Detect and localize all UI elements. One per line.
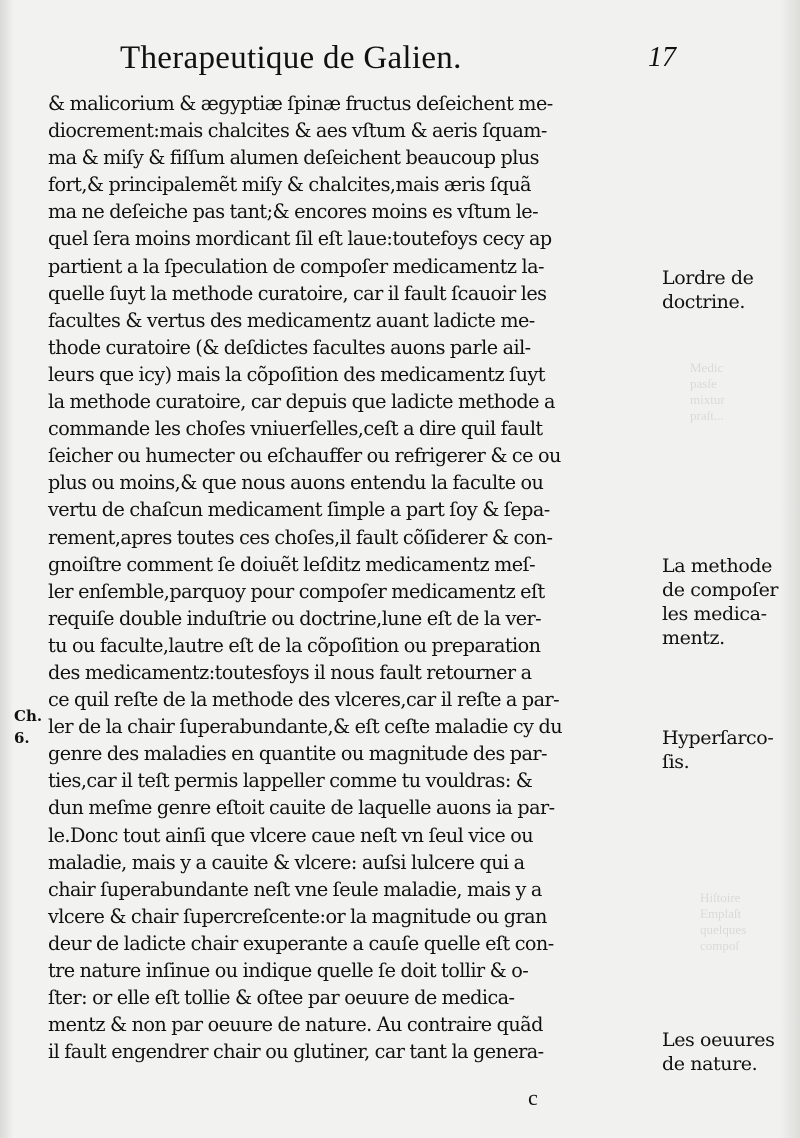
margin-note-oeuures (662, 1028, 800, 1076)
text-line: il fault engendrer chair ou glutiner, car tant la genera- (48, 1040, 544, 1064)
text-line: des medicamentz:toutesfoys il nous fault retourner a (48, 660, 532, 684)
text-line: diocrement:mais chalcites & aes vſtum & aeris ſquam- (48, 119, 547, 143)
margin-note-line: Lordre de (662, 267, 754, 289)
text-line: quelle ſuyt la methode curatoire, car il fault ſcauoir les (48, 281, 547, 305)
text-line: commande les choſes vniuerſelles,ceſt a dire quil fault (48, 417, 543, 441)
text-line: ler de la chair ſuperabundante,& eſt ceſte maladie cy du (48, 715, 562, 739)
text-line: requiſe double induſtrie ou doctrine,lune eſt de la ver- (48, 606, 542, 630)
margin-note-lordre (662, 266, 800, 314)
left-marginalia (14, 705, 42, 749)
text-line: dun meſme genre eſtoit cauite de laquelle auons ia par- (48, 796, 555, 820)
margin-note-line: Hyperſarco- (662, 727, 774, 749)
text-line: quel ſera moins mordicant ſil eſt laue:toutefoys cecy ap (48, 227, 552, 251)
text-line: ce quil reſte de la methode des vlceres,car il reſte a par- (48, 688, 560, 712)
body-text (48, 90, 660, 1065)
margin-note-line: les medica- (662, 603, 767, 625)
text-line: thode curatoire (& deſdictes facultes auons parle ail- (48, 335, 531, 359)
text-line: chair ſuperabundante neſt vne ſeule maladie, mais y a (48, 877, 542, 901)
page-number: 17 (648, 42, 676, 73)
text-line: ties,car il teſt permis lappeller comme tu vouldras: & (48, 769, 533, 793)
margin-note-hypersarcosis (662, 726, 800, 774)
text-line: ma ne deſeiche pas tant;& encores moins es vſtum le- (48, 200, 539, 224)
margin-note-line: La methode (662, 555, 772, 577)
margin-note-line: Les oeuures (662, 1029, 775, 1051)
text-line: genre des maladies en quantite ou magnitude des par- (48, 742, 547, 766)
margin-note-line: de compoſer (662, 579, 779, 601)
text-line: ſeicher ou humecter ou eſchauffer ou refrigerer & ce ou (48, 444, 561, 468)
text-line: facultes & vertus des medicamentz auant ladicte me- (48, 308, 535, 332)
left-marginalia-line: 6. (14, 729, 30, 747)
text-line: ſter: or elle eſt tollie & oſtee par oeuure de medica- (48, 986, 515, 1010)
left-marginalia-line: Ch. (14, 707, 43, 725)
margin-note-line: doctrine. (662, 291, 745, 313)
text-line: leurs que icy) mais la cõpoſition des medicamentz ſuyt (48, 362, 545, 386)
text-line: maladie, mais y a cauite & vlcere: auſsi lulcere qui a (48, 850, 525, 874)
text-line: gnoiſtre comment ſe doiuẽt leſditz medicamentz meſ- (48, 552, 536, 576)
running-head: Therapeutique de Galien. (120, 40, 462, 76)
margin-note-methode (662, 554, 800, 650)
signature-mark: c (528, 1085, 538, 1110)
margin-note-line: de nature. (662, 1053, 758, 1075)
text-line: ma & miſy & fiſſum alumen deſeichent beaucoup plus (48, 146, 539, 170)
margin-note-line: mentz. (662, 627, 725, 649)
text-line: partient a la ſpeculation de compoſer medicamentz la- (48, 254, 544, 278)
text-line: & malicorium & ægyptiæ ſpinæ fructus deſeichent me- (48, 92, 553, 115)
text-line: le.Donc tout ainſi que vlcere caue neſt vn ſeul vice ou (48, 823, 534, 847)
show-through-ink: Hiſtoire Emplaſt quelques compoſ (700, 890, 747, 953)
text-line: deur de ladicte chair exuperante a cauſe quelle eſt con- (48, 931, 554, 955)
text-line: vlcere & chair ſupercreſcente:or la magnitude ou gran (48, 904, 547, 928)
text-line: la methode curatoire, car depuis que ladicte methode a (48, 390, 555, 414)
text-line: mentz & non par oeuure de nature. Au contraire quãd (48, 1013, 543, 1037)
show-through-ink: Medic pasſe mixtur praſt... (690, 360, 725, 423)
text-line: ler enſemble,parquoy pour compoſer medicamentz eſt (48, 579, 545, 603)
text-line: plus ou moins,& que nous auons entendu la faculte ou (48, 471, 544, 495)
text-line: tu ou faculte,lautre eſt de la cõpoſition ou preparation (48, 633, 541, 657)
text-line: rement,apres toutes ces choſes,il fault cõſiderer & con- (48, 525, 553, 549)
text-line: tre nature inſinue ou indique quelle ſe doit tollir & o- (48, 959, 529, 982)
text-line: vertu de chaſcun medicament ſimple a part ſoy & ſepa- (48, 498, 550, 522)
text-line: fort,& principalemẽt miſy & chalcites,mais æris ſquã (48, 173, 531, 197)
margin-note-line: ſis. (662, 751, 690, 773)
